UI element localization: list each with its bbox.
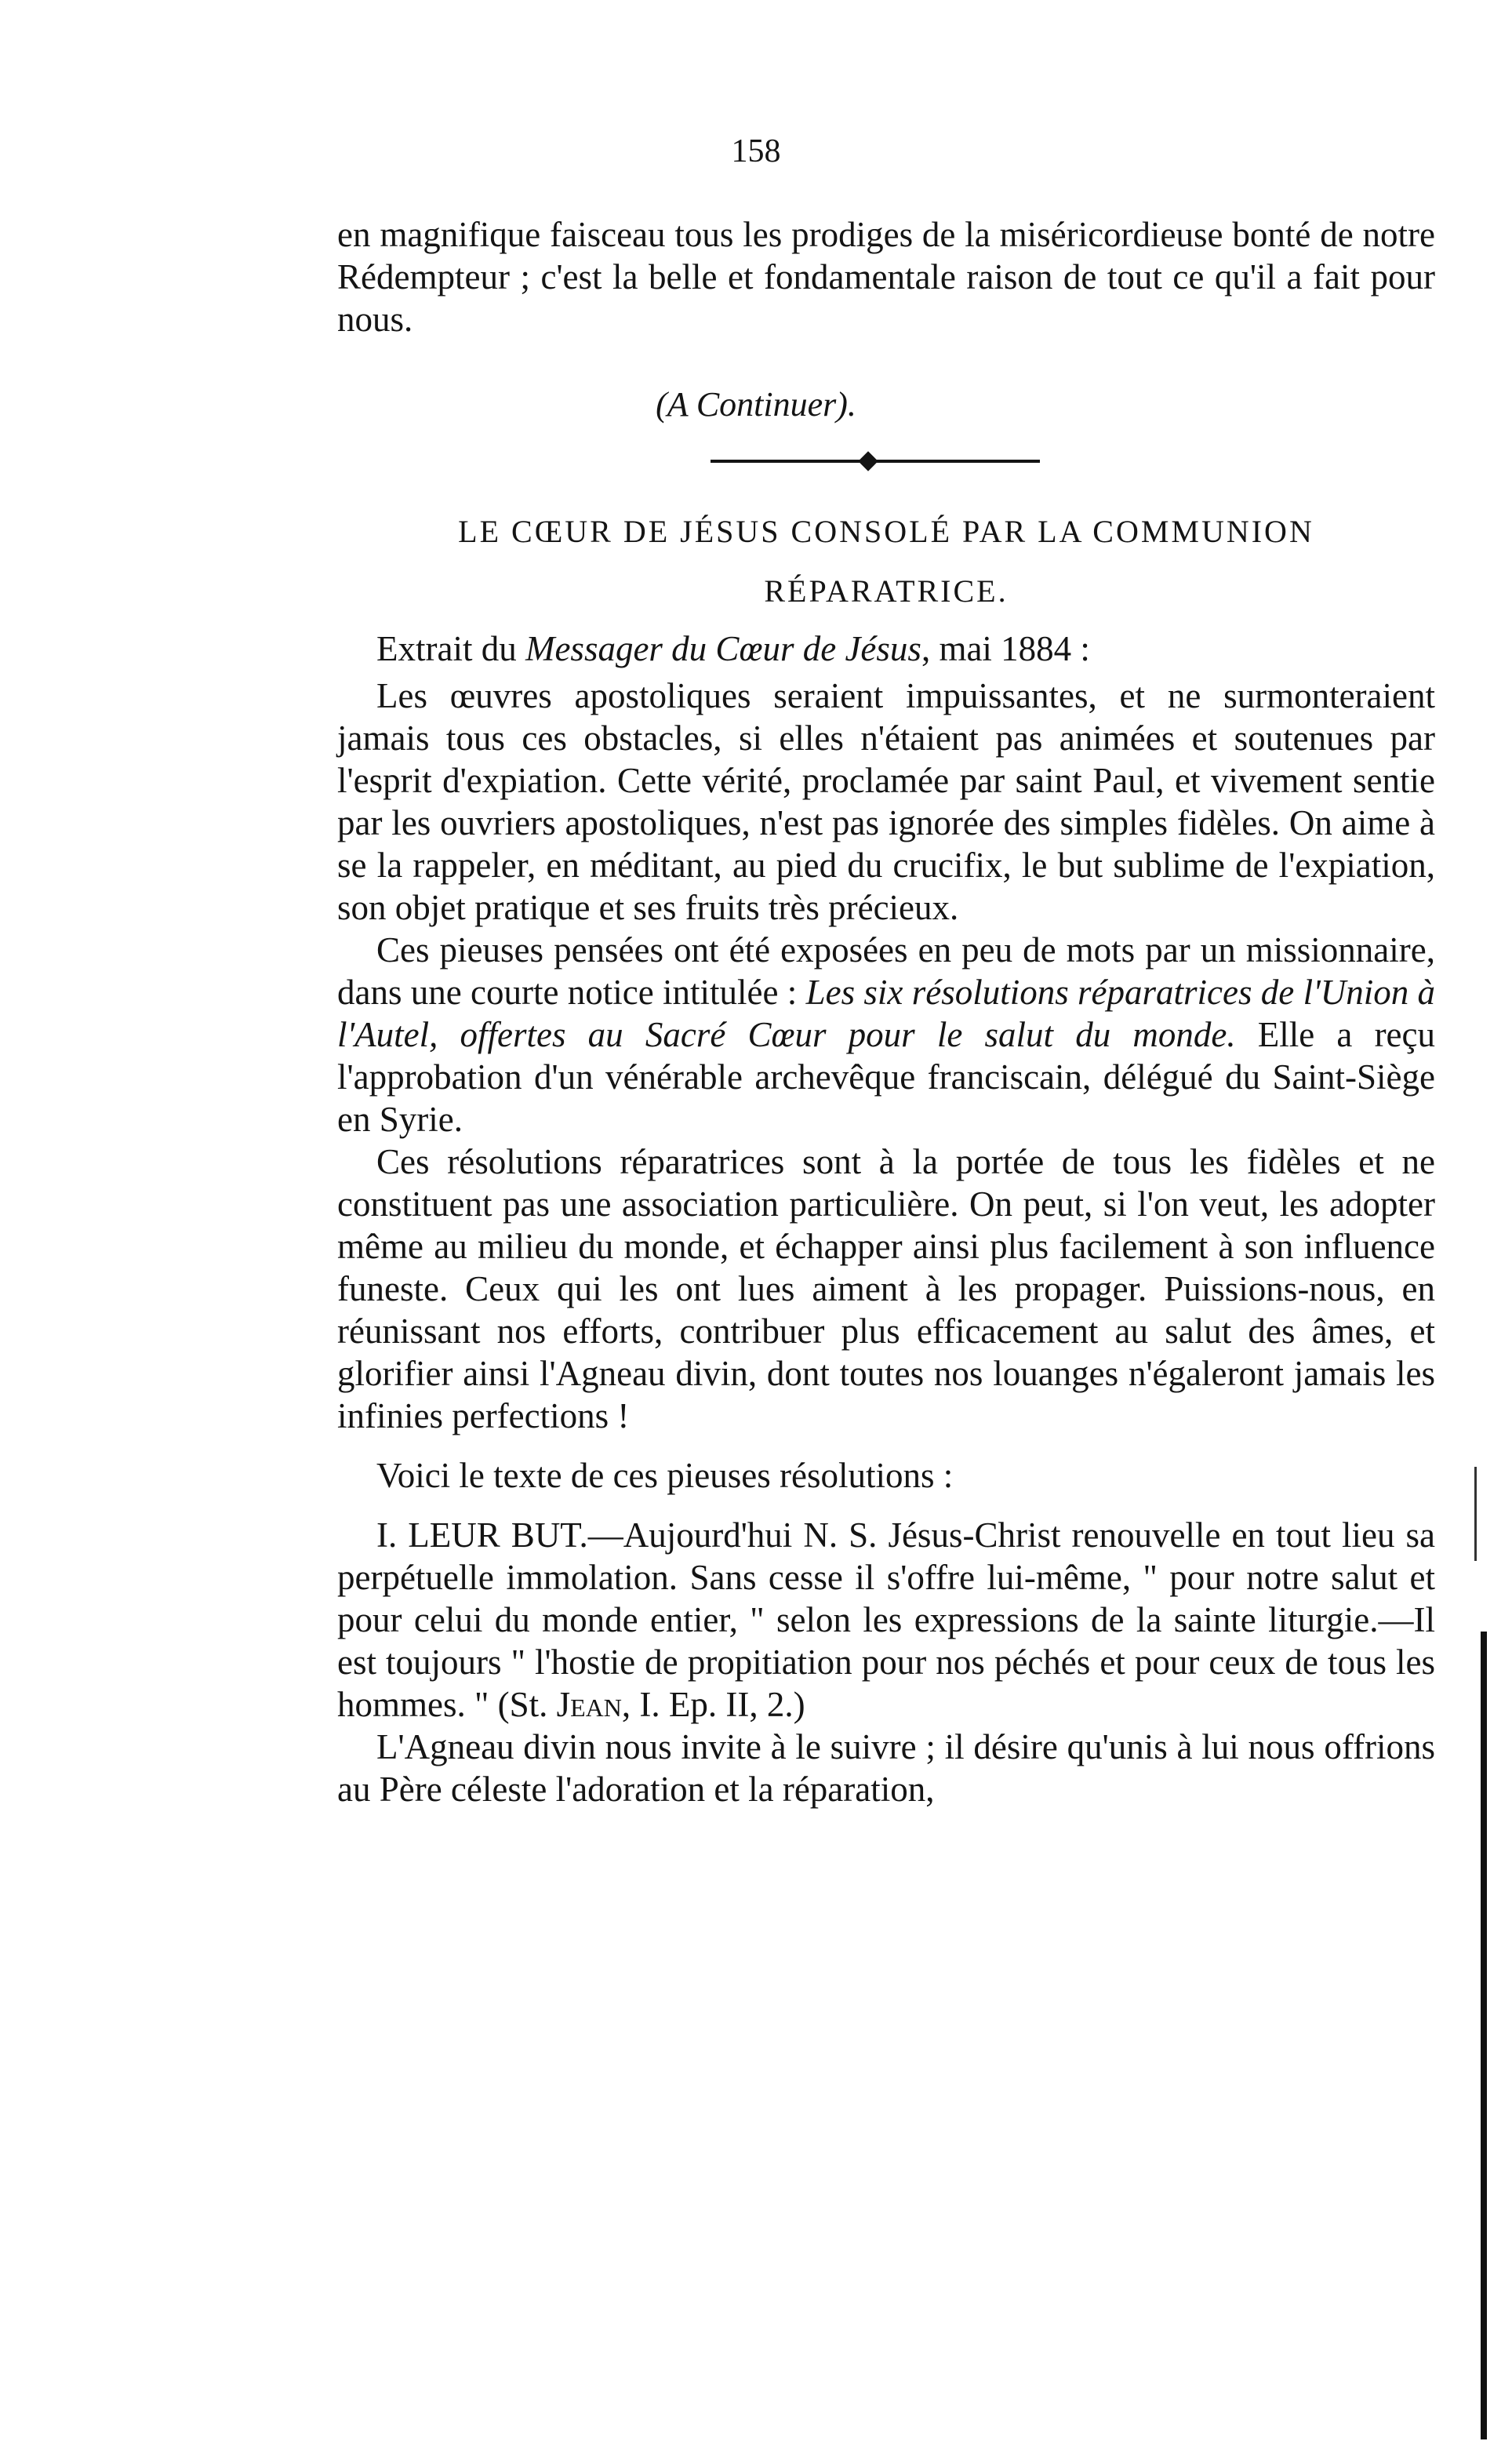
paragraph-5-label: I. LEUR BUT. — [376, 1515, 588, 1555]
paragraph-2-end: Elle a reçu l'approbation d'un vénérable archevêque franciscain, délégué du Saint-Siège en Syrie. — [337, 1015, 1435, 1139]
source-prefix: Extrait du — [376, 629, 525, 668]
paragraph-2 — [337, 929, 1435, 1141]
page-number: 158 — [731, 133, 781, 169]
paragraph-4: Voici le texte de ces pieuses résolutions : — [376, 1456, 954, 1495]
paragraph-2-start: Ces pieuses pensées ont été exposées en peu de mots par un missionnaire, dans une courte notice intitulée : — [337, 930, 1435, 1012]
paragraph-3: Ces résolutions réparatrices sont à la portée de tous les fidèles et ne constituent pas une association particulière. On peut, si l'on veut, les adopter même au milieu du monde, et échapper ainsi plus facilement à son influence funeste. Ceux qui les ont lues aiment à les propager. Puissions-nous, en réunissant nos efforts, contribuer plus efficacement au salut des âmes, et glorifier ainsi l'Agneau divin, dont toutes nos louanges n'égaleront jamais les infinies perfections ! — [337, 1142, 1435, 1435]
paragraph-6: L'Agneau divin nous invite à le suivre ; il désire qu'unis à lui nous offrions au Père céleste l'adoration et la réparation, — [337, 1727, 1435, 1809]
paragraph-5-reference-end: , I. Ep. II, 2.) — [621, 1685, 805, 1724]
page-edge-bar — [1481, 1632, 1487, 2439]
source-citation — [376, 628, 1435, 670]
paragraph-5 — [337, 1514, 1435, 1726]
article-heading — [337, 502, 1435, 621]
source-suffix: , mai 1884 : — [921, 629, 1090, 668]
article-body — [337, 675, 1435, 1810]
divider-ornament-icon — [858, 451, 878, 471]
opening-paragraph — [337, 213, 1435, 340]
article-heading-line-2: RÉPARATRICE. — [764, 573, 1009, 609]
paragraph-5-reference-name: Jean — [556, 1685, 622, 1724]
source-title: Messager du Cœur de Jésus — [525, 629, 921, 668]
article-heading-line-1: LE CŒUR DE JÉSUS CONSOLÉ PAR LA COMMUNION — [458, 514, 1314, 549]
paragraph-5-text: —Aujourd'hui N. S. Jésus-Christ renouvelle en tout lieu sa perpétuelle immolation. Sans cesse il s'offre lui-même, " pour notre salut et pour celui du monde entier, " selon les expressions de la sainte liturgie.—Il est toujours " l'hostie de propitiation pour nos péchés et pour ceux de tous les hommes. " (St. — [337, 1515, 1436, 1724]
paragraph-2-title: Les six résolutions réparatrices de l'Union à l'Autel, offertes au Sacré Cœur pour le salut du monde. — [337, 973, 1435, 1054]
opening-paragraph-text: en magnifique faisceau tous les prodiges de la miséricordieuse bonté de notre Rédempteur ; c'est la belle et fondamentale raison de tout ce qu'il a fait pour nous. — [337, 215, 1435, 339]
paragraph-1: Les œuvres apostoliques seraient impuissantes, et ne surmonteraient jamais tous ces obstacles, si elles n'étaient pas animées et soutenues par l'esprit d'expiation. Cette vérité, proclamée par saint Paul, et vivement sentie par les ouvriers apostoliques, n'est pas ignorée des simples fidèles. On aime à se la rappeler, en méditant, au pied du crucifix, le but sublime de l'expiation, son objet pratique et ses fruits très précieux. — [337, 676, 1435, 927]
continued-note: (A Continuer). — [656, 385, 856, 424]
margin-mark — [1474, 1467, 1477, 1561]
